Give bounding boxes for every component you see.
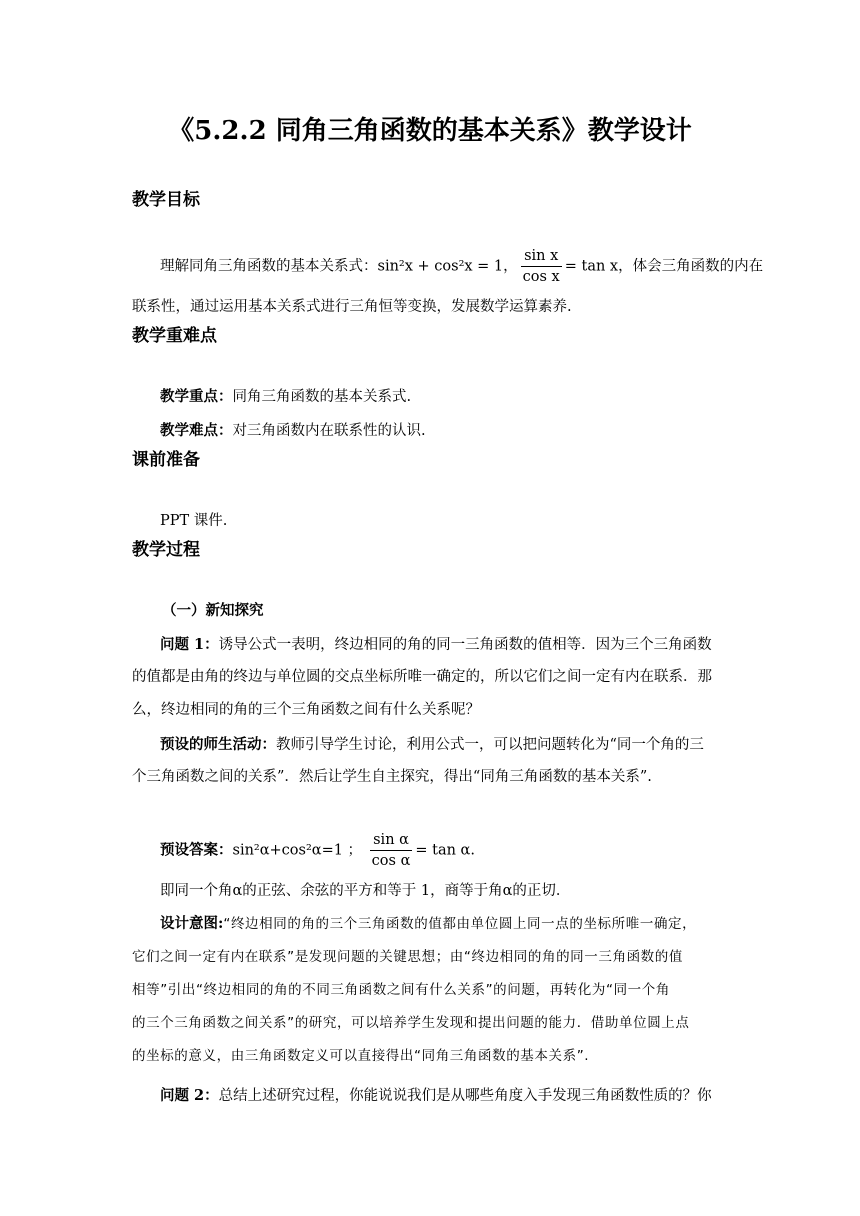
intent-line1 (160, 913, 696, 935)
activity-line1 (160, 734, 704, 756)
answer-fraction-denominator: cos α (371, 853, 411, 869)
intent-line3: 相等”引出“终边相同的角的不同三角函数之间有什么关系”的问题，再转化为“同一个角 (132, 982, 670, 998)
section-heading-prep: 课前准备 (132, 450, 200, 470)
difficulty-line (160, 420, 426, 442)
section-heading-process: 教学过程 (132, 540, 200, 560)
q1-line2: 的值都是由角的终边与单位圆的交点坐标所唯一确定的，所以它们之间一定有内在联系．那 (132, 669, 712, 685)
intent-line4: 的三个三角函数之间关系”的研究，可以培养学生发现和提出问题的能力．借助单位圆上点 (132, 1015, 690, 1031)
q2-text: 总结上述研究过程，你能说说我们是从哪些角度入手发现三角函数性质的？你 (218, 1088, 712, 1104)
focus-line (160, 386, 411, 408)
goals-formula-tan: = tan x，体会三角函数的内在 (564, 258, 764, 275)
goals-formula-identity: sin²x + cos²x = 1， (377, 258, 518, 275)
q1-text: 诱导公式一表明，终边相同的角的同一三角函数的值相等．因为三个三角函数 (218, 637, 712, 653)
fraction-denominator: cos x (522, 269, 560, 285)
answer-fraction (370, 832, 413, 869)
document-title: 《5.2.2 同角三角函数的基本关系》教学设计 (168, 116, 692, 146)
section-heading-goals: 教学目标 (132, 190, 200, 210)
q1-line3: 么，终边相同的角的三个三角函数之间有什么关系呢？ (132, 702, 480, 718)
intent-line5: 的坐标的意义，由三角函数定义可以直接得出“同角三角函数的基本关系”. (132, 1048, 590, 1064)
goals-fraction (521, 248, 562, 285)
difficulty-label: 教学难点： (160, 422, 233, 439)
activity-text: 教师引导学生讨论，利用公式一，可以把问题转化为“同一个角的三 (276, 737, 704, 753)
answer-tail: = tan α. (415, 842, 475, 859)
q2-label: 问题 2： (160, 1087, 219, 1104)
focus-text: 同角三角函数的基本关系式. (232, 389, 412, 405)
subsection-heading: （一）新知探究 (162, 602, 264, 619)
focus-label: 教学重点： (160, 388, 233, 405)
q1-line1 (160, 634, 712, 656)
difficulty-text: 对三角函数内在联系性的认识. (232, 423, 426, 439)
answer-formula: sin²α+cos²α=1 ； (232, 842, 363, 859)
intent-label: 设计意图: (160, 915, 224, 932)
answer-explain: 即同一个角α的正弦、余弦的平方和等于 1，商等于角α的正切． (160, 883, 571, 899)
goals-line2: 联系性，通过运用基本关系式进行三角恒等变换，发展数学运算素养. (132, 299, 572, 315)
answer-fraction-numerator: sin α (370, 832, 413, 851)
prep-text: PPT 课件. (160, 513, 228, 529)
intent-text: “终边相同的角的三个三角函数的值都由单位圆上同一点的坐标所唯一确定， (223, 916, 697, 932)
goals-intro-text: 理解同角三角函数的基本关系式： (160, 258, 378, 275)
activity-label: 预设的师生活动： (160, 736, 276, 753)
intent-line2: 它们之间一定有内在联系”是发现问题的关键思想；由“终边相同的角的同一三角函数的值 (132, 949, 683, 965)
activity-line2: 个三角函数之间的关系”．然后让学生自主探究，得出“同角三角函数的基本关系”. (132, 769, 652, 785)
answer-label: 预设答案： (160, 841, 233, 859)
answer-line (160, 832, 475, 869)
q1-label: 问题 1： (160, 636, 219, 653)
q2-line1 (160, 1085, 712, 1107)
goals-formula-line (160, 248, 763, 285)
section-heading-keypoints: 教学重难点 (132, 326, 217, 346)
fraction-numerator: sin x (521, 248, 562, 267)
